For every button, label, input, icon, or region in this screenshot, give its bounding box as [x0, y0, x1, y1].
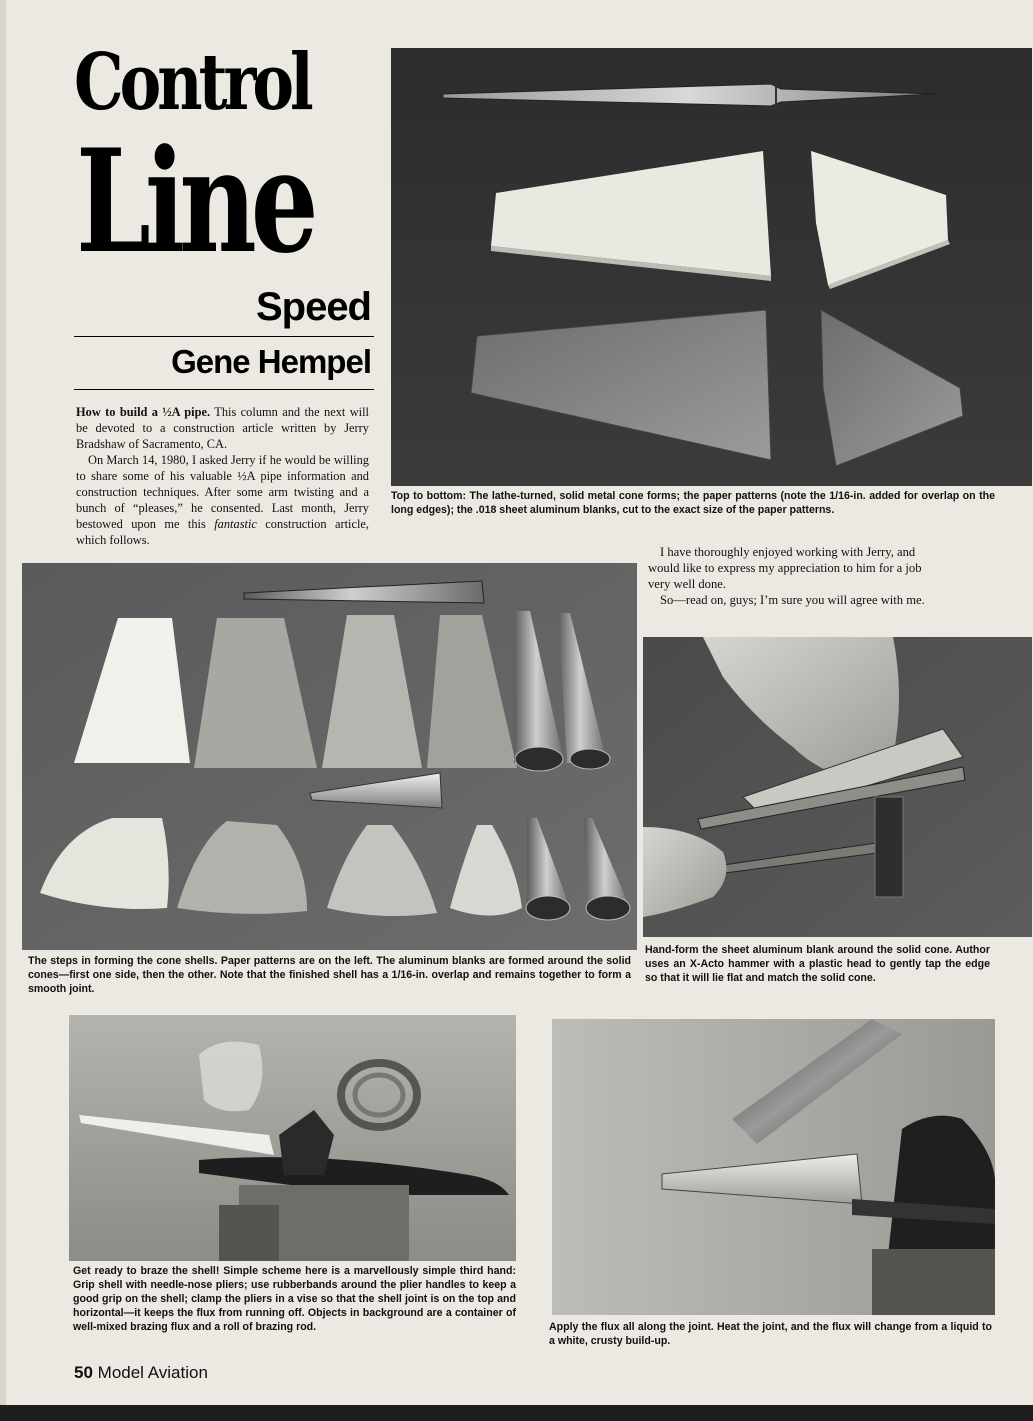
intro-p1: This column and the next will be devoted to a construction article written by Jerry Bradshaw of Sacramento, CA.	[76, 405, 369, 451]
body2-p1: I have thoroughly enjoyed working with Jerry, and would like to express my appreciation to him for a job very well done.	[648, 545, 922, 591]
intro-lead: How to build a ½A pipe.	[76, 405, 211, 419]
intro-text	[76, 404, 369, 548]
photo-forming-steps	[22, 563, 637, 950]
intro-p2-b: construction article, which follows.	[76, 517, 370, 547]
title-line: Line	[76, 119, 313, 285]
magazine-name: Model Aviation	[97, 1363, 208, 1382]
page-number: 50	[74, 1363, 93, 1382]
page-folio	[74, 1362, 208, 1384]
byline: Gene Hempel	[171, 343, 371, 380]
title-rule-bottom	[74, 389, 374, 390]
caption-middle-left: The steps in forming the cone shells. Paper patterns are on the left. The aluminum blanks are formed around the solid cones—first one side, then the other. Note that the finished shell has a 1/16-in. overlap and remains together to form a smooth joint.	[28, 955, 631, 995]
title-speed: Speed	[255, 285, 371, 329]
photo-braze-setup	[69, 1015, 516, 1261]
title-rule-top	[74, 336, 374, 337]
photo-cone-forms-patterns	[391, 48, 1032, 486]
photo-hand-forming	[643, 637, 1032, 937]
title-control: Control	[74, 37, 310, 128]
caption-middle-right: Hand-form the sheet aluminum blank around the solid cone. Author uses an X-Acto hammer with a plastic head to gently tap the edge so that it will lie flat and match the solid cone.	[645, 944, 990, 984]
intro-p2-em: fantastic	[214, 517, 257, 531]
body-continued	[648, 544, 943, 608]
caption-bottom-right: Apply the flux all along the joint. Heat the joint, and the flux will change from a liquid to a white, crusty build-up.	[549, 1321, 992, 1347]
caption-bottom-left: Get ready to braze the shell! Simple scheme here is a marvellously simple third hand: Grip shell with needle-nose pliers; use rubberbands around the plier handles to keep a good grip on the shell; clamp the pliers in a vise so that the shell joint is on the top and horizontal—it keeps the flux from running off. Objects in background are a container of well-mixed brazing flux and a roll of brazing rod.	[73, 1265, 516, 1333]
body2-p2: So—read on, guys; I’m sure you will agree with me.	[660, 593, 925, 607]
photo-apply-flux	[552, 1019, 995, 1315]
intro-p2-a: On March 14, 1980, I asked Jerry if he would be willing to share some of his valuable ½A pipe information and construction techniques. After some arm twisting and a bunch of “pleases,” he consented. Last month, Jerry bestowed upon me this	[76, 453, 369, 531]
caption-top-right: Top to bottom: The lathe-turned, solid metal cone forms; the paper patterns (note the 1/16-in. added for overlap on the long edges); the .018 sheet aluminum blanks, cut to the exact size of the paper patterns.	[391, 490, 995, 516]
page-left-edge	[0, 0, 6, 1421]
page-bottom-edge	[0, 1405, 1033, 1421]
